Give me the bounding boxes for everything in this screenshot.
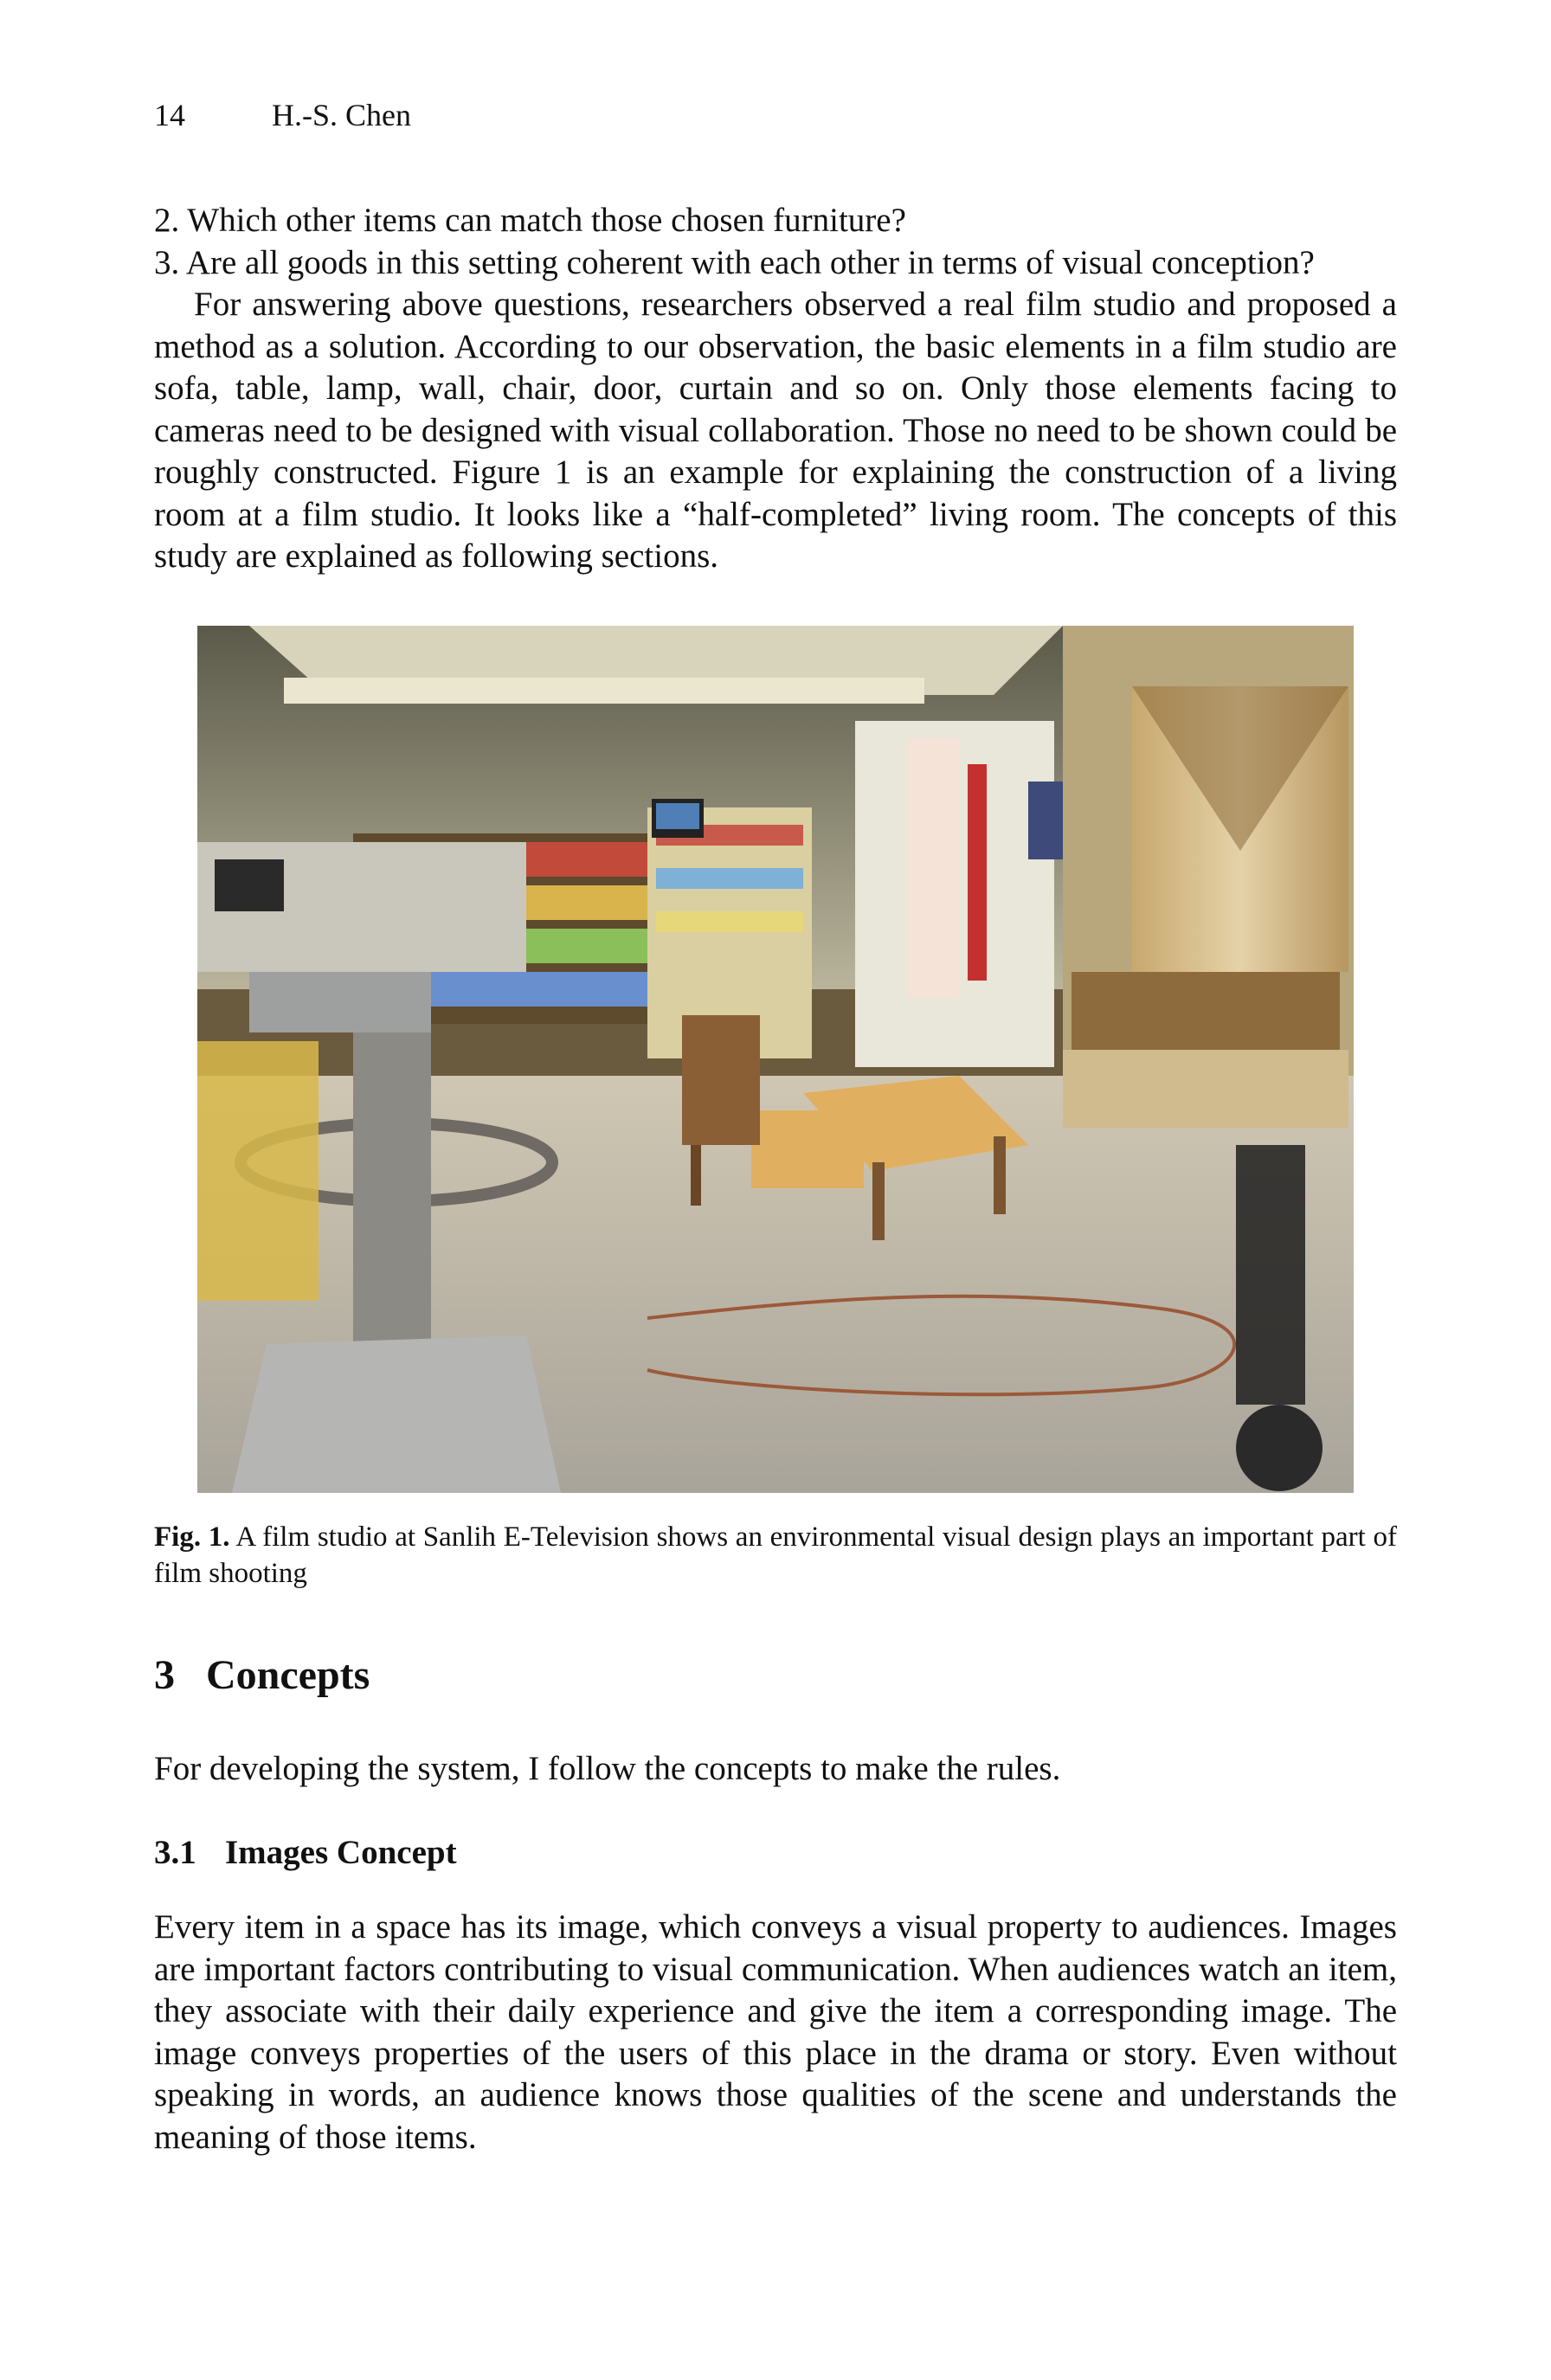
figure-label: Fig. 1.: [154, 1521, 230, 1553]
subsection-heading: [154, 1833, 457, 1872]
section-number: 3: [154, 1652, 175, 1698]
subsection-title: Images Concept: [225, 1834, 457, 1871]
author-name: H.-S. Chen: [272, 98, 411, 132]
running-head: [154, 97, 411, 133]
subsection-paragraph: Every item in a space has its image, which conveys a visual property to audiences. Images are important factors contributing to visual communication. When audiences watch an item, they associate with their daily experience and give the item a corresponding image. The image conveys properties of the users of this place in the drama or story. Even without speaking in words, an audience knows those qualities of the scene and understands the meaning of those items.: [154, 1908, 1397, 2156]
page-number: 14: [154, 98, 185, 132]
figure-caption-text: A film studio at Sanlih E-Television shows an environmental visual design plays an important part of film shooting: [154, 1521, 1398, 1589]
list-item: 2. Which other items can match those chosen furniture?: [154, 202, 906, 239]
section-heading: [154, 1651, 370, 1699]
subsection-number: 3.1: [154, 1834, 196, 1871]
figure-photo: [197, 626, 1354, 1493]
list-item: 3. Are all goods in this setting coherent with each other in terms of visual conception?: [154, 244, 1315, 281]
intro-paragraph: For answering above questions, researchers observed a real film studio and proposed a method as a solution. According to our observation, the basic elements in a film studio are sofa, table, lamp, wall, chair, door, curtain and so on. Only those elements facing to cameras need to be designed with visual collaboration. Those no need to be shown could be roughly constructed. Figure 1 is an example for explaining the construction of a living room at a film studio. It looks like a “half-completed” living room. The concepts of this study are explained as following sections.: [154, 286, 1397, 575]
figure-caption: [154, 1519, 1397, 1592]
section-intro: For developing the system, I follow the concepts to make the rules.: [154, 1750, 1061, 1787]
section-title: Concepts: [206, 1652, 370, 1698]
